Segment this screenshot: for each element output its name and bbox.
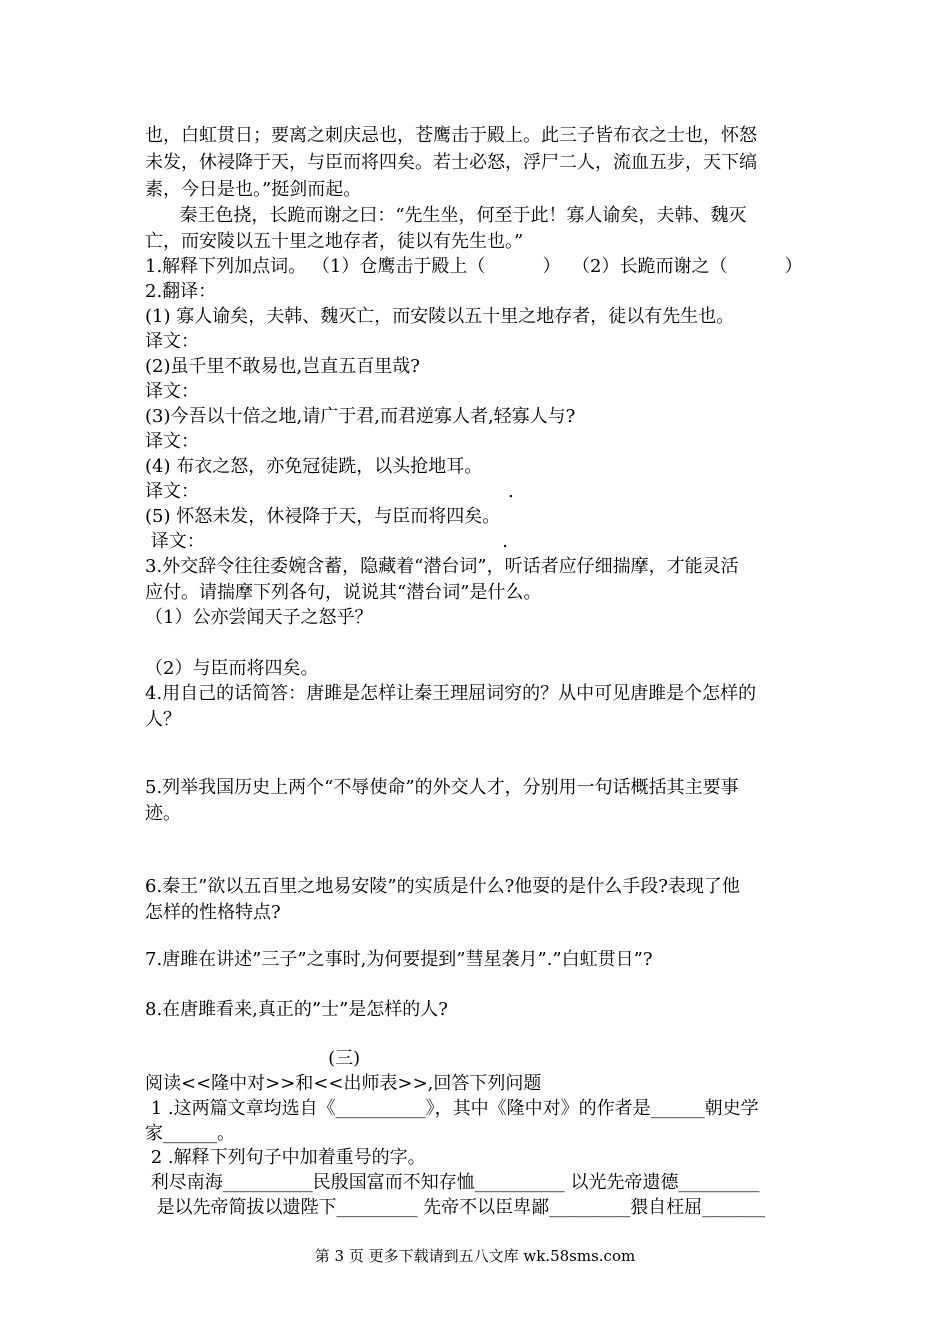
text-line: 亡，而安陵以五十里之地存者，徒以有先生也。” xyxy=(145,231,524,252)
answer-label: 译文： xyxy=(145,331,199,352)
section-instruction: 阅读<<隆中对>>和<<出师表>>,回答下列问题 xyxy=(145,1073,542,1094)
page-footer: 第 3 页 更多下载请到五八文库 wk.58sms.com xyxy=(314,1247,636,1265)
question-1: 1.解释下列加点词。 （1）仓鹰击于殿上（ ） （2）长跪而谢之（ ） xyxy=(145,256,803,277)
answer-label: 译文： . xyxy=(145,531,508,552)
question-3: 3.外交辞令往往委婉含蓄，隐藏着“潜台词”，听话者应仔细揣摩，才能灵活 xyxy=(145,556,739,577)
question-4: 4.用自己的话简答：唐雎是怎样让秦王理屈词穷的？从中可见唐雎是个怎样的 xyxy=(145,683,757,704)
text-line: 怎样的性格特点? xyxy=(145,902,281,923)
fill-in-question: 1 .这两篇文章均选自《__________》，其中《隆中对》的作者是______朝史学 xyxy=(145,1098,759,1119)
text-line: 也，白虹贯日；要离之刺庆忌也，苍鹰击于殿上。此三子皆布衣之士也，怀怒 xyxy=(145,125,757,146)
answer-label: 译文： xyxy=(145,381,199,402)
question-7: 7.唐雎在讲述”三子”之事时,为何要提到”彗星袭月”.”白虹贯日”? xyxy=(145,949,653,970)
answer-label: 译文： xyxy=(145,431,199,452)
text-line: (2)虽千里不敢易也,岂直五百里哉? xyxy=(145,356,420,377)
question-6: 6.秦王”欲以五百里之地易安陵”的实质是什么?他耍的是什么手段?表现了他 xyxy=(145,876,740,897)
sub-question: （1）公亦尝闻天子之怒乎？ xyxy=(145,607,373,628)
text-line: 素，今日是也。”挺剑而起。 xyxy=(145,179,362,200)
fill-in-line: 是以先帝简拔以遗陛下_________ 先帝不以臣卑鄙_________猥自枉屈_______ xyxy=(145,1197,766,1218)
sub-question: （2）与臣而将四矣。 xyxy=(145,658,319,679)
text-line: (4) 布衣之怒，亦免冠徒跣，以头抢地耳。 xyxy=(145,456,483,477)
text-line: (3)今吾以十倍之地,请广于君,而君逆寡人者,轻寡人与? xyxy=(145,406,576,427)
text-line: (1) 寡人谕矣，夫韩、魏灭亡，而安陵以五十里之地存者，徒以有先生也。 xyxy=(145,306,735,327)
question-2: 2.翻译： xyxy=(145,281,217,302)
fill-in-question: 2 .解释下列句子中加着重号的字。 xyxy=(145,1147,426,1168)
text-line: 迹。 xyxy=(145,803,181,824)
text-line: 应付。请揣摩下列各句，说说其“潜台词”是什么。 xyxy=(145,582,542,603)
answer-label: 译文： . xyxy=(145,481,514,502)
text-line: 秦王色挠，长跪而谢之曰：“先生坐，何至于此！寡人谕矣，夫韩、魏灭 xyxy=(145,205,747,226)
section-heading: (三) xyxy=(145,1048,361,1069)
question-5: 5.列举我国历史上两个“不辱使命”的外交人才，分别用一句话概括其主要事 xyxy=(145,777,739,798)
text-line: 未发，休祲降于天，与臣而将四矣。若士必怒，浮尸二人，流血五步，天下缟 xyxy=(145,152,757,173)
text-line: (5) 怀怒未发，休祲降于天，与臣而将四矣。 xyxy=(145,506,501,527)
fill-in-line: 利尽南海__________民殷国富而不知存恤__________ 以光先帝遗德_________ xyxy=(145,1172,760,1193)
text-line: 人？ xyxy=(145,709,181,730)
text-line: 家______。 xyxy=(145,1123,235,1144)
question-8: 8.在唐雎看来,真正的”士”是怎样的人? xyxy=(145,999,448,1020)
